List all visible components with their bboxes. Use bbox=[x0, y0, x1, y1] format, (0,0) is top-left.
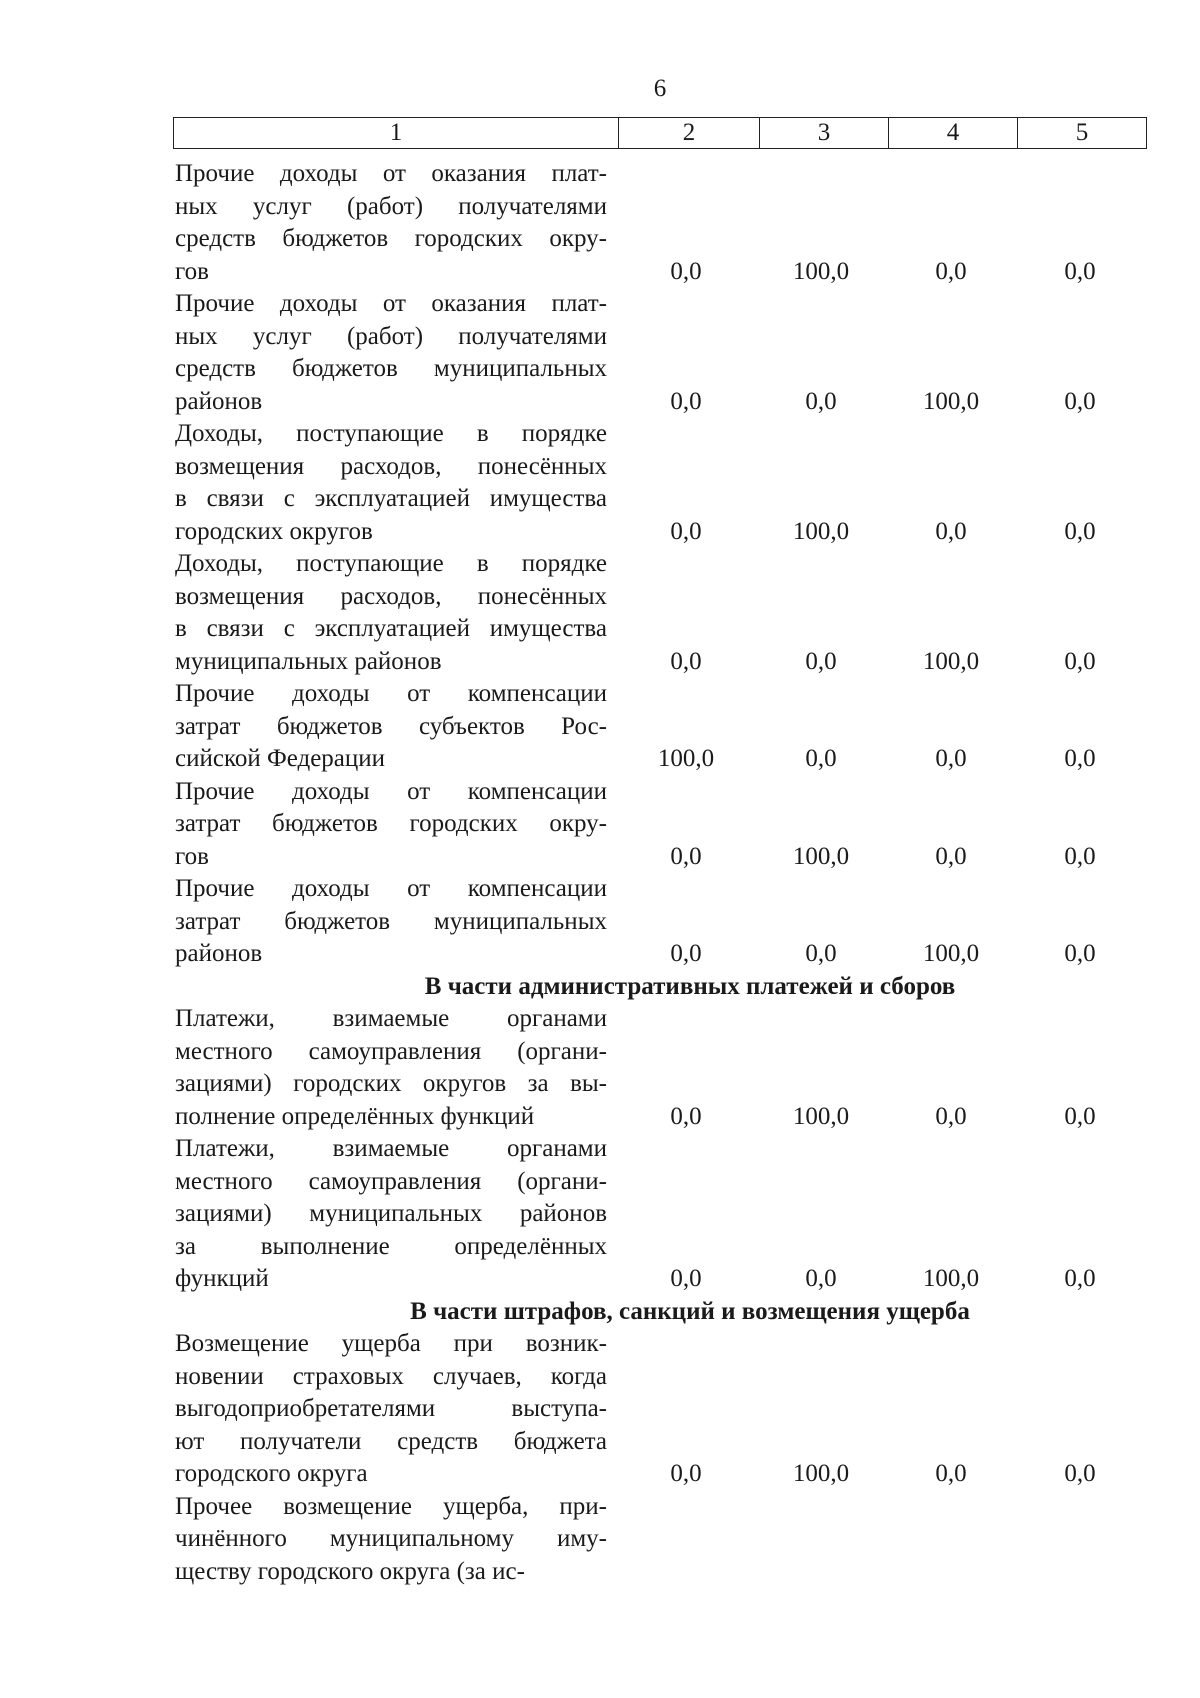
row-label-line: городских округов bbox=[175, 517, 373, 545]
section-heading: В части административных платежей и сборов bbox=[424, 972, 956, 1000]
value-col-4: 0,0 bbox=[935, 257, 967, 285]
value-col-4: 100,0 bbox=[922, 1265, 980, 1292]
row-label bbox=[175, 678, 607, 776]
table-row bbox=[0, 158, 1200, 288]
table-row bbox=[0, 776, 1200, 874]
row-label-line: гов bbox=[175, 842, 209, 870]
column-number-header bbox=[173, 117, 1147, 149]
value-col-5: 0,0 bbox=[1064, 387, 1096, 415]
row-label-line: средств бюджетов городских окру- bbox=[175, 225, 607, 252]
row-label-line: чинённого муниципальному иму- bbox=[175, 1525, 607, 1552]
row-label-line: районов bbox=[175, 387, 263, 415]
value-col-3: 0,0 bbox=[805, 940, 837, 967]
row-label-line: в связи с эксплуатацией имущества bbox=[175, 615, 607, 642]
row-label-line: ществу городского округа (за ис- bbox=[175, 1557, 525, 1585]
column-number-4: 4 bbox=[889, 118, 1018, 149]
table-row bbox=[0, 678, 1200, 776]
value-col-5: 0,0 bbox=[1064, 1265, 1096, 1292]
table-row bbox=[0, 418, 1200, 548]
value-col-3: 0,0 bbox=[805, 1265, 837, 1292]
value-col-2: 0,0 bbox=[670, 1265, 702, 1292]
column-number-1: 1 bbox=[174, 118, 619, 149]
table-row bbox=[0, 288, 1200, 418]
value-col-4: 0,0 bbox=[935, 842, 967, 870]
row-label-line: ют получатели средств бюджета bbox=[175, 1427, 607, 1455]
row-label-line: Платежи, взимаемые органами bbox=[175, 1135, 607, 1162]
row-label-line: гов bbox=[175, 257, 209, 285]
table-row bbox=[0, 873, 1200, 971]
row-label-line: городского округа bbox=[175, 1460, 368, 1487]
row-label-line: возмещения расходов, понесённых bbox=[175, 452, 607, 480]
row-label-line: ных услуг (работ) получателями bbox=[175, 192, 607, 220]
row-label bbox=[175, 158, 607, 288]
value-col-3: 100,0 bbox=[792, 1102, 850, 1130]
row-label-line: муниципальных районов bbox=[175, 647, 442, 675]
row-label-line: Прочие доходы от компенсации bbox=[175, 680, 607, 707]
value-col-2: 0,0 bbox=[670, 647, 702, 675]
row-label-line: выгодоприобретателями выступа- bbox=[175, 1395, 607, 1422]
row-label bbox=[175, 288, 607, 418]
row-label-line: возмещения расходов, понесённых bbox=[175, 582, 607, 610]
value-col-3: 100,0 bbox=[792, 257, 850, 285]
row-label-line: полнение определённых функций bbox=[175, 1102, 535, 1130]
value-col-5: 0,0 bbox=[1064, 257, 1096, 285]
row-label bbox=[175, 1003, 607, 1133]
row-label-line: новении страховых случаев, когда bbox=[175, 1362, 607, 1390]
row-label-line: Прочие доходы от компенсации bbox=[175, 777, 607, 805]
value-col-3: 0,0 bbox=[805, 745, 837, 772]
value-col-5: 0,0 bbox=[1064, 842, 1096, 870]
row-label-line: Прочие доходы от оказания плат- bbox=[175, 160, 607, 187]
table-row bbox=[0, 1328, 1200, 1491]
row-label-line: сийской Федерации bbox=[175, 745, 386, 772]
row-label-line: Доходы, поступающие в порядке bbox=[175, 420, 607, 447]
row-label bbox=[175, 873, 607, 971]
value-col-4: 0,0 bbox=[935, 745, 967, 772]
row-label-line: районов bbox=[175, 940, 263, 967]
table-row bbox=[0, 1491, 1200, 1589]
row-label-line: Возмещение ущерба при возник- bbox=[175, 1330, 607, 1357]
value-col-2: 0,0 bbox=[670, 517, 702, 545]
value-col-3: 0,0 bbox=[805, 387, 837, 415]
row-label-line: затрат бюджетов городских окру- bbox=[175, 810, 607, 837]
row-label bbox=[175, 1133, 607, 1296]
row-label-line: затрат бюджетов субъектов Рос- bbox=[175, 712, 607, 740]
value-col-4: 0,0 bbox=[935, 517, 967, 545]
row-label bbox=[175, 776, 607, 874]
value-col-5: 0,0 bbox=[1064, 647, 1096, 675]
row-label-line: за выполнение определённых bbox=[175, 1232, 607, 1260]
value-col-5: 0,0 bbox=[1064, 940, 1096, 967]
value-col-2: 0,0 bbox=[670, 842, 702, 870]
value-col-4: 100,0 bbox=[922, 940, 980, 967]
row-label-line: в связи с эксплуатацией имущества bbox=[175, 485, 607, 512]
value-col-5: 0,0 bbox=[1064, 1102, 1096, 1130]
row-label-line: зациями) муниципальных районов bbox=[175, 1200, 607, 1227]
value-col-2: 0,0 bbox=[670, 257, 702, 285]
table-row bbox=[0, 1133, 1200, 1296]
row-label-line: Платежи, взимаемые органами bbox=[175, 1005, 607, 1032]
value-col-4: 0,0 bbox=[935, 1460, 967, 1487]
row-label-line: местного самоуправления (органи- bbox=[175, 1167, 607, 1195]
row-label bbox=[175, 1328, 607, 1491]
row-label bbox=[175, 1491, 607, 1589]
table-row bbox=[0, 1003, 1200, 1133]
row-label-line: Прочие доходы от компенсации bbox=[175, 875, 607, 902]
page-number: 6 bbox=[653, 75, 667, 102]
column-number-2: 2 bbox=[619, 118, 760, 149]
value-col-2: 0,0 bbox=[670, 1460, 702, 1487]
value-col-3: 100,0 bbox=[792, 1460, 850, 1487]
section-heading: В части штрафов, санкций и возмещения ущерба bbox=[410, 1297, 970, 1325]
value-col-4: 0,0 bbox=[935, 1102, 967, 1130]
table-row bbox=[0, 548, 1200, 678]
row-label-line: зациями) городских округов за вы- bbox=[175, 1070, 607, 1097]
value-col-2: 0,0 bbox=[670, 1102, 702, 1130]
column-number-5: 5 bbox=[1018, 118, 1147, 149]
row-label bbox=[175, 548, 607, 678]
row-label-line: ных услуг (работ) получателями bbox=[175, 322, 607, 350]
row-label-line: функций bbox=[175, 1265, 269, 1292]
row-label-line: Прочее возмещение ущерба, при- bbox=[175, 1492, 607, 1520]
row-label bbox=[175, 418, 607, 548]
value-col-3: 100,0 bbox=[792, 842, 850, 870]
row-label-line: местного самоуправления (органи- bbox=[175, 1037, 607, 1065]
row-label-line: Прочие доходы от оказания плат- bbox=[175, 290, 607, 317]
row-label-line: средств бюджетов муниципальных bbox=[175, 355, 607, 382]
column-number-3: 3 bbox=[760, 118, 889, 149]
value-col-2: 100,0 bbox=[657, 745, 715, 772]
table-body bbox=[0, 158, 1200, 1588]
value-col-5: 0,0 bbox=[1064, 1460, 1096, 1487]
value-col-4: 100,0 bbox=[922, 647, 980, 675]
row-label-line: Доходы, поступающие в порядке bbox=[175, 550, 607, 577]
value-col-3: 100,0 bbox=[792, 517, 850, 545]
value-col-5: 0,0 bbox=[1064, 517, 1096, 545]
row-label-line: затрат бюджетов муниципальных bbox=[175, 907, 607, 935]
value-col-4: 100,0 bbox=[922, 387, 980, 415]
value-col-5: 0,0 bbox=[1064, 745, 1096, 772]
value-col-2: 0,0 bbox=[670, 387, 702, 415]
value-col-3: 0,0 bbox=[805, 647, 837, 675]
value-col-2: 0,0 bbox=[670, 940, 702, 967]
